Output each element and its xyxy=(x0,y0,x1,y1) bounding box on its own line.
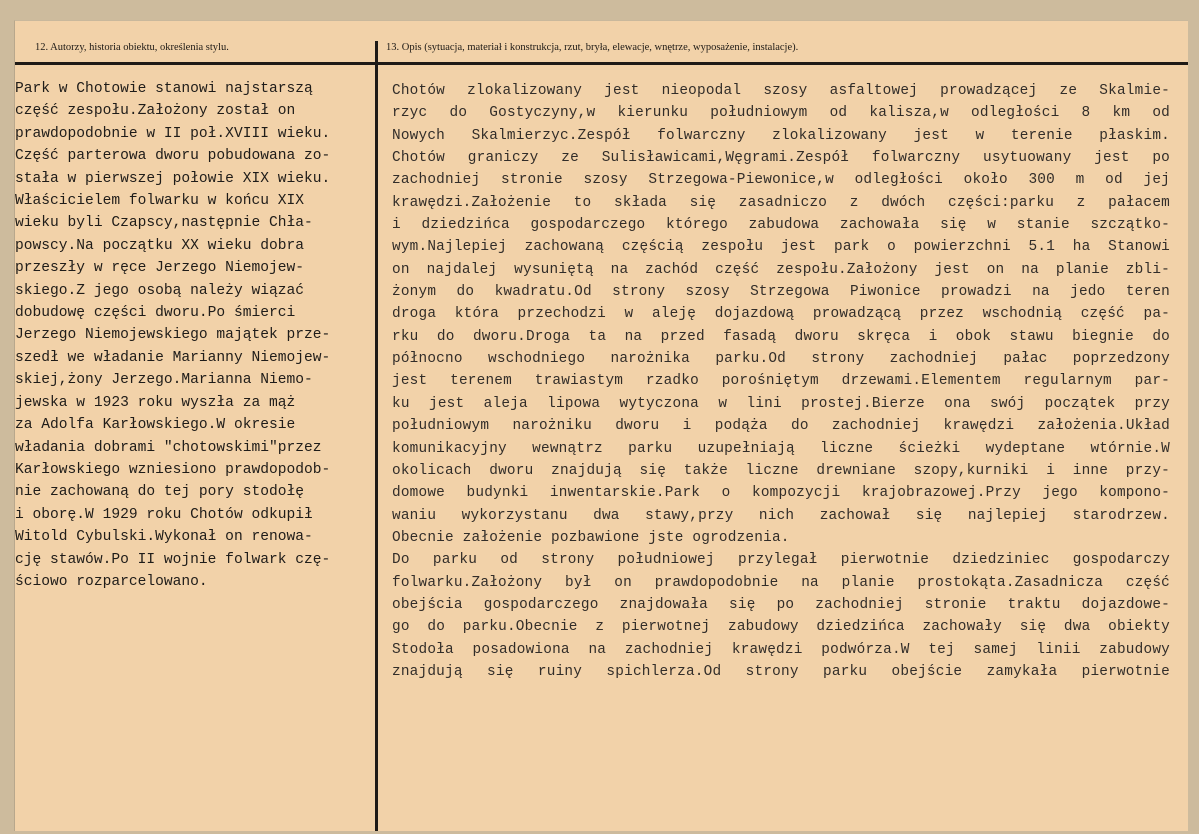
history-text-line: skiego.Z jego osobą należy wiązać xyxy=(15,282,305,299)
description-text-line: wym.Najlepiej zachowaną częścią zespołu jest park o powierzchni 5.1 ha Stanowi xyxy=(392,239,1170,256)
document-card xyxy=(14,20,1188,831)
description-text-line: krawędzi.Założenie to składa się zasadniczo z dwóch części:parku z pałacem xyxy=(392,194,1170,211)
description-text-line: Do parku od strony południowej przylegał pierwotnie dziedziniec gospodarczy xyxy=(392,552,1170,569)
history-text xyxy=(15,78,376,593)
description-text-line: Chotów zlokalizowany jest nieopodal szosy asfaltowej prowadzącej ze Skalmie- xyxy=(392,83,1170,99)
description-text-line: komunikacyjny wewnątrz parku uzupełniają liczne ścieżki wydeptane wtórnie.W xyxy=(392,440,1170,457)
history-text-line: Park w Chotowie stanowi najstarszą xyxy=(15,81,313,97)
history-text-line: dobudowę części dworu.Po śmierci xyxy=(15,305,296,322)
history-text-line: za Adolfa Karłowskiego.W okresie xyxy=(15,417,296,434)
description-text-line: Stodoła posadowiona na zachodniej krawędzi podwórza.W tej samej linii zabudowy xyxy=(392,641,1170,658)
description-text-line: go do parku.Obecnie z pierwotnej zabudowy dziedzińca zachowały się dwa obiekty xyxy=(392,619,1170,636)
description-text-line: domowe budynki inwentarskie.Park o kompozycji krajobrazowej.Przy jego kompono- xyxy=(392,485,1170,502)
description-text-line: Chotów graniczy ze Sulisławicami,Węgrami.Zespół folwarczny usytuowany jest po xyxy=(392,150,1170,167)
description-text-line: i dziedzińca gospodarczego którego zabudowa zachowała się w stanie szczątko- xyxy=(392,217,1170,234)
description-text-line: Obecnie założenie pozbawione jste ogrodzenia. xyxy=(392,529,790,546)
history-text-line: Właścicielem folwarku w końcu XIX xyxy=(15,193,305,210)
history-text-line: część zespołu.Założony został on xyxy=(15,103,296,120)
history-text-line: cję stawów.Po II wojnie folwark czę- xyxy=(15,551,331,568)
history-text-line: Jerzego Niemojewskiego majątek prze- xyxy=(15,327,331,344)
description-text-line: jest terenem trawiastym rzadko porośniętym drzewami.Elementem regularnym par- xyxy=(392,373,1170,390)
description-text-line: folwarku.Założony był on prawdopodobnie na planie prostokąta.Zasadnicza część xyxy=(392,574,1170,591)
history-text-line: stała w pierwszej połowie XIX wieku. xyxy=(15,170,331,187)
history-text-line: Część parterowa dworu pobudowana zo- xyxy=(15,148,331,165)
description-section-header: 13. Opis (sytuacja, materiał i konstrukcja, rzut, bryła, elewacje, wnętrze, wyposażenie, instalacje). xyxy=(386,42,799,53)
history-text-line: przeszły w ręce Jerzego Niemojew- xyxy=(15,260,305,277)
description-text-line: droga która przechodzi w aleję dojazdową prowadzącą przez wschodnią część pa- xyxy=(392,306,1170,323)
history-text-line: skiej,żony Jerzego.Marianna Niemo- xyxy=(15,372,313,389)
description-text-line: on najdalej wysuniętą na zachód część zespołu.Założony jest on na planie zbli- xyxy=(392,261,1170,278)
description-text-line: obejścia gospodarczego znajdowała się po zachodniej stronie traktu dojazdowe- xyxy=(392,596,1170,613)
history-text-line: szedł we władanie Marianny Niemojew- xyxy=(15,349,331,366)
history-text-line: jewska w 1923 roku wyszła za mąż xyxy=(15,394,296,411)
history-text-line: prawdopodobnie w II poł.XVIII wieku. xyxy=(15,125,331,142)
description-text-line: ku jest aleja lipowa wytyczona w lini prostej.Bierze ona swój początek przy xyxy=(392,395,1170,412)
history-text-line: nie zachowaną do tej pory stodołę xyxy=(15,484,305,501)
description-text-line: rku do dworu.Droga ta na przed fasadą dworu skręca i obok stawu biegnie do xyxy=(392,328,1170,345)
description-text-line: zachodniej stronie szosy Strzegowa-Piewonice,w odległości około 300 m od jej xyxy=(392,172,1170,189)
description-text-line: znajdują się ruiny spichlerza.Od strony parku obejście zamykała pierwotnie xyxy=(392,663,1170,680)
description-text-line: okolicach dworu znajdują się także liczne drewniane szopy,kurniki i inne przy- xyxy=(392,462,1170,479)
history-text-line: Witold Cybulski.Wykonał on renowa- xyxy=(15,529,313,546)
description-text-line: żonym do kwadratu.Od strony szosy Strzegowa Piwonice prowadzi na jedo teren xyxy=(392,284,1170,301)
history-text-line: wieku byli Czapscy,następnie Chła- xyxy=(15,215,313,232)
history-text-line: ściowo rozparcelowano. xyxy=(15,573,208,590)
description-text-line: północno wschodniego narożnika parku.Od strony zachodniej pałac poprzedzony xyxy=(392,351,1170,368)
history-section-header: 12. Autorzy, historia obiektu, określenia stylu. xyxy=(35,42,229,53)
history-text-line: powscy.Na początku XX wieku dobra xyxy=(15,237,305,254)
history-column xyxy=(15,21,376,831)
description-text-line: Nowych Skalmierzyc.Zespół folwarczny zlokalizowany jest w terenie płaskim. xyxy=(392,127,1170,144)
history-text-line: Karłowskiego wzniesiono prawdopodob- xyxy=(15,461,331,478)
description-text-line: rzyc do Gostyczyny,w kierunku południowym od kalisza,w odległości 8 km od xyxy=(392,105,1170,122)
history-text-line: i oborę.W 1929 roku Chotów odkupił xyxy=(15,506,313,523)
description-text xyxy=(392,80,1170,683)
description-text-line: południowym narożniku dworu i podąża do zachodniej krawędzi założenia.Układ xyxy=(392,418,1170,435)
history-text-line: władania dobrami "chotowskimi"przez xyxy=(15,439,322,456)
description-column xyxy=(376,21,1188,831)
description-text-line: waniu wykorzystanu dwa stawy,przy nich zachował się najlepiej starodrzew. xyxy=(392,507,1170,524)
